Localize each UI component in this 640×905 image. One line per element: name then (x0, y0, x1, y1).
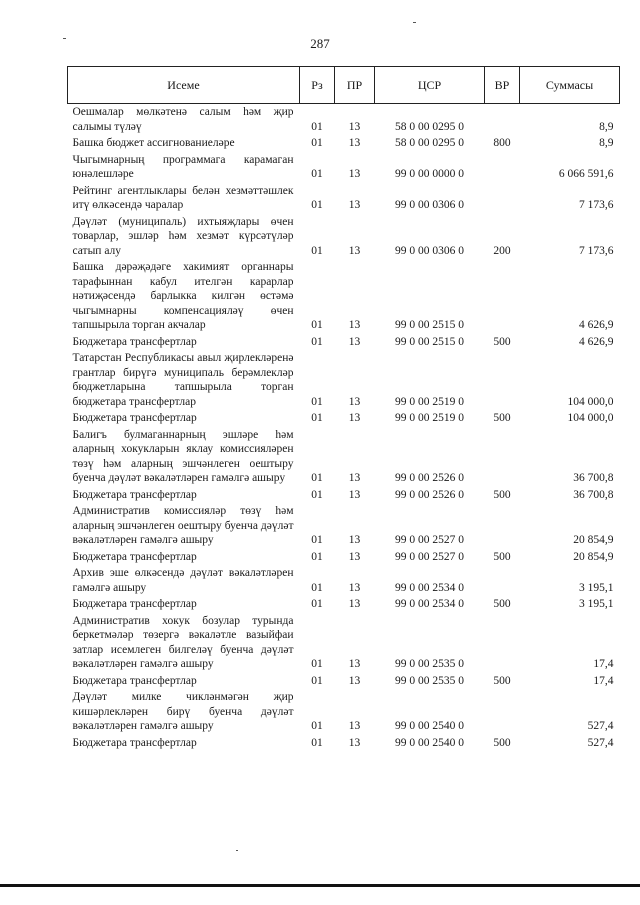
row-rz: 01 (311, 488, 323, 501)
row-sum: 7 173,6 (579, 244, 614, 257)
row-name: Дәүләт милке чикләнмәгән җир кишәрлекләрен бирү буенча дәүләт вәкаләтләрен гамәлгә ашыру (72, 691, 294, 732)
row-csr: 99 0 00 2534 0 (395, 581, 464, 594)
table-header-row (68, 67, 620, 104)
scan-speck (413, 22, 416, 23)
row-rz: 01 (311, 550, 323, 563)
row-csr: 99 0 00 2515 0 (395, 335, 464, 348)
row-sum: 20 854,9 (573, 534, 614, 546)
table-row (68, 260, 620, 335)
row-csr: 99 0 00 2515 0 (395, 319, 464, 331)
table-row (68, 690, 620, 736)
row-vr: 500 (493, 488, 511, 501)
row-csr: 99 0 00 2535 0 (395, 674, 464, 687)
row-csr: 99 0 00 2526 0 (395, 472, 464, 484)
row-rz: 01 (311, 120, 323, 133)
row-pr: 13 (348, 488, 361, 501)
row-pr: 13 (348, 168, 361, 180)
row-vr: 500 (493, 736, 511, 749)
row-name: Балигъ булмаганнарның эшләре һәм аларның хокукларын яклау комиссияләрен төзү һәм аларның эшчәнлеген оештыру буенча дәүләт вәкаләтләрен гамәлгә ашыру (72, 428, 294, 484)
row-pr: 13 (348, 335, 361, 348)
budget-table (67, 66, 620, 752)
row-rz: 01 (311, 658, 323, 670)
row-sum: 20 854,9 (573, 550, 614, 563)
header-rz: Рз (300, 67, 335, 104)
table-row (68, 488, 620, 505)
row-csr: 99 0 00 2527 0 (395, 550, 464, 563)
row-rz: 01 (311, 674, 323, 687)
row-csr: 99 0 00 0306 0 (395, 244, 464, 257)
row-vr (485, 184, 520, 215)
row-name: Архив эше өлкәсендә дәүләт вәкаләтләрен гамәлгә ашыру (72, 567, 294, 594)
row-sum: 4 626,9 (579, 319, 614, 331)
row-rz: 01 (311, 472, 323, 484)
row-vr (485, 104, 520, 137)
header-name: Исеме (68, 67, 300, 104)
row-vr (485, 260, 520, 335)
row-name: Бюджетара трансфертлар (72, 335, 197, 348)
row-vr: 500 (493, 412, 511, 424)
table-row (68, 184, 620, 215)
row-sum: 8,9 (599, 120, 614, 133)
table-row (68, 104, 620, 137)
row-name: Бюджетара трансфертлар (72, 674, 197, 687)
row-sum: 3 195,1 (579, 581, 614, 594)
row-name: Бюджетара трансфертлар (72, 412, 197, 424)
row-pr: 13 (348, 120, 361, 133)
row-pr: 13 (348, 720, 361, 732)
page-number: 287 (310, 36, 330, 51)
row-vr (485, 153, 520, 184)
row-csr: 99 0 00 0000 0 (395, 168, 464, 180)
row-rz: 01 (311, 199, 323, 211)
row-csr: 99 0 00 2526 0 (395, 488, 464, 501)
row-pr: 13 (348, 137, 361, 149)
row-rz: 01 (311, 736, 323, 749)
row-sum: 3 195,1 (579, 598, 614, 610)
row-vr (485, 690, 520, 736)
table-row (68, 153, 620, 184)
row-sum: 104 000,0 (567, 395, 614, 408)
row-name: Бюджетара трансфертлар (72, 550, 197, 563)
row-pr: 13 (348, 658, 361, 670)
row-name: Бюджетара трансфертлар (72, 488, 197, 501)
row-csr: 99 0 00 2519 0 (395, 412, 464, 424)
table-row (68, 428, 620, 488)
row-name: Административ хокук бозулар турында беркетмәләр төзергә вәкаләтле вазыйфаи затлар исемлеген билгеләү буенча дәүләт вәкаләтләрен гамәлгә ашыру (72, 614, 294, 670)
row-csr: 99 0 00 2527 0 (395, 534, 464, 546)
scan-bottom-edge (0, 884, 640, 887)
table-row (68, 136, 620, 153)
table-row (68, 674, 620, 691)
row-sum: 7 173,6 (579, 199, 614, 211)
row-sum: 17,4 (593, 658, 614, 670)
row-vr: 500 (493, 550, 511, 563)
row-pr: 13 (348, 199, 361, 211)
row-csr: 99 0 00 2540 0 (395, 720, 464, 732)
row-rz: 01 (311, 244, 323, 257)
scan-speck (63, 38, 66, 39)
row-pr: 13 (348, 674, 361, 687)
row-sum: 6 066 591,6 (558, 168, 614, 180)
row-csr: 99 0 00 2519 0 (395, 395, 464, 408)
table-row (68, 335, 620, 352)
row-pr: 13 (348, 412, 361, 424)
row-rz: 01 (311, 395, 323, 408)
row-pr: 13 (348, 581, 361, 594)
row-pr: 13 (348, 550, 361, 563)
header-sum: Суммасы (520, 67, 620, 104)
row-vr: 800 (493, 137, 511, 149)
table-row (68, 614, 620, 674)
row-pr: 13 (348, 736, 361, 749)
row-vr: 200 (493, 244, 511, 257)
row-csr: 99 0 00 2540 0 (395, 736, 464, 749)
row-sum: 8,9 (599, 137, 614, 149)
row-pr: 13 (348, 598, 361, 610)
row-rz: 01 (311, 319, 323, 331)
row-name: Татарстан Республикасы авыл җирлекләренә грантлар бирүгә муниципаль берәмлекләр бюджетларына тапшырыла торган бюджетара трансфертлар (72, 352, 294, 408)
table-row (68, 504, 620, 550)
row-name: Дәүләт (муниципаль) ихтыяҗлары өчен товарлар, эшләр һәм хезмәт күрсәтүләр сатып алу (72, 215, 294, 257)
row-name: Оешмалар мөлкәтенә салым һәм җир салымы түләү (72, 106, 294, 133)
row-name: Башка дәрәҗәдәге хакимият органнары тарафыннан кабул ителгән карарлар нәтиҗәсендә барлыкка килгән өстәмә чыгымнарны компенсацияләү өчен тапшырыла торган акчалар (72, 261, 294, 331)
row-pr: 13 (348, 534, 361, 546)
row-sum: 36 700,8 (573, 488, 614, 501)
row-sum: 104 000,0 (567, 412, 614, 424)
row-pr: 13 (348, 472, 361, 484)
row-csr: 99 0 00 2535 0 (395, 658, 464, 670)
row-name: Административ комиссияләр төзү һәм аларның эшчәнлеген оештыру буенча дәүләт вәкаләтләрен гамәлгә ашыру (72, 505, 294, 546)
row-vr (485, 614, 520, 674)
row-sum: 17,4 (593, 674, 614, 687)
scan-speck (236, 850, 238, 851)
header-csr: ЦСР (375, 67, 485, 104)
row-vr: 500 (493, 674, 511, 687)
row-csr: 58 0 00 0295 0 (395, 137, 464, 149)
row-sum: 527,4 (587, 720, 614, 732)
row-rz: 01 (311, 598, 323, 610)
row-name: Башка бюджет ассигнованиеләре (72, 137, 235, 149)
row-vr: 500 (493, 335, 511, 348)
header-pr: ПР (335, 67, 375, 104)
row-rz: 01 (311, 720, 323, 732)
table-row (68, 550, 620, 567)
row-csr: 99 0 00 2534 0 (395, 598, 464, 610)
row-name: Чыгымнарның программага карамаган юнәлешләре (72, 153, 294, 180)
row-rz: 01 (311, 412, 323, 424)
table-row (68, 566, 620, 597)
row-sum: 4 626,9 (579, 335, 614, 348)
row-rz: 01 (311, 137, 323, 149)
table-row (68, 736, 620, 753)
row-vr (485, 351, 520, 411)
row-name: Бюджетара трансфертлар (72, 598, 197, 610)
row-vr (485, 504, 520, 550)
table-row (68, 351, 620, 411)
row-sum: 527,4 (587, 736, 614, 749)
row-sum: 36 700,8 (573, 472, 614, 484)
row-name: Бюджетара трансфертлар (72, 736, 197, 749)
table-row (68, 411, 620, 428)
header-vr: ВР (485, 67, 520, 104)
row-rz: 01 (311, 581, 323, 594)
table-row (68, 597, 620, 614)
row-vr: 500 (493, 598, 511, 610)
table-row (68, 215, 620, 261)
row-vr (485, 566, 520, 597)
row-rz: 01 (311, 534, 323, 546)
row-pr: 13 (348, 319, 361, 331)
row-csr: 58 0 00 0295 0 (395, 120, 464, 133)
row-vr (485, 428, 520, 488)
row-pr: 13 (348, 395, 361, 408)
row-pr: 13 (348, 244, 361, 257)
row-name: Рейтинг агентлыклары белән хезмәттәшлек итү өлкәсендә чаралар (72, 184, 294, 211)
row-csr: 99 0 00 0306 0 (395, 199, 464, 211)
row-rz: 01 (311, 168, 323, 180)
row-rz: 01 (311, 335, 323, 348)
